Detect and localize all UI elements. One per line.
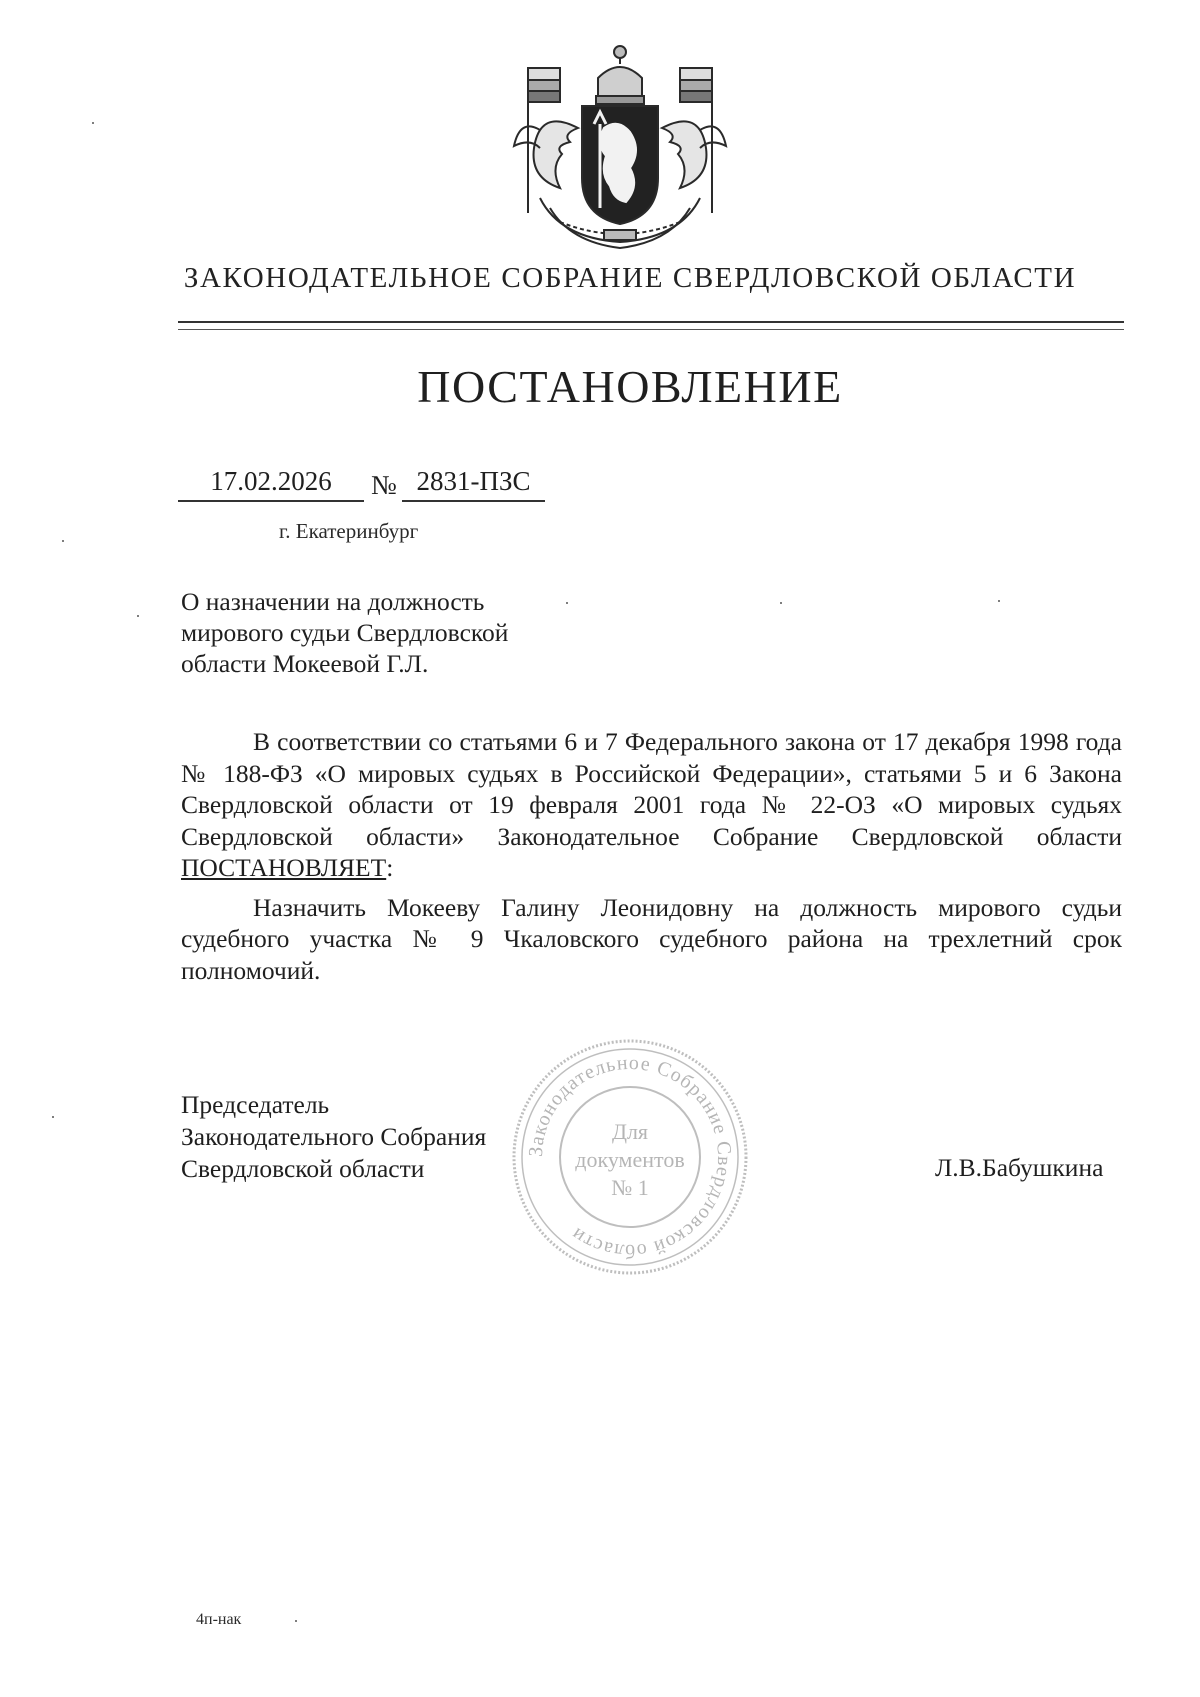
header-divider [178, 321, 1124, 330]
signer-position [181, 1089, 486, 1185]
resolves-punct: : [386, 853, 394, 882]
stamp-center-line: Для [611, 1119, 649, 1144]
document-date: 17.02.2026 [178, 465, 364, 502]
document-type-title: ПОСТАНОВЛЕНИЕ [417, 361, 843, 412]
scan-speck [62, 540, 64, 542]
scan-speck [780, 602, 782, 604]
scan-speck [566, 602, 568, 604]
scan-speck [137, 615, 139, 617]
organization-name: ЗАКОНОДАТЕЛЬНОЕ СОБРАНИЕ СВЕРДЛОВСКОЙ ОБЛАСТИ [183, 262, 1077, 294]
scan-speck [295, 1620, 297, 1622]
scan-speck [998, 600, 1000, 602]
official-stamp [508, 1035, 752, 1279]
stamp-ring-text: Законодательное Собрание Свердловской области [524, 1051, 736, 1263]
issue-city: г. Екатеринбург [279, 519, 419, 543]
coat-of-arms-icon [500, 38, 740, 258]
signer-position-line: Председатель [181, 1090, 330, 1119]
signer-position-line: Свердловской области [181, 1154, 425, 1183]
subject-line: области Мокеевой Г.Л. [181, 649, 429, 678]
scan-speck [92, 122, 94, 124]
resolves-word: ПОСТАНОВЛЯЕТ [181, 853, 387, 882]
signer-position-line: Законодательного Собрания [181, 1122, 487, 1151]
footer-code: 4п-нак [196, 1611, 242, 1628]
preamble-text: В соответствии со статьями 6 и 7 Федерального закона от 17 декабря 1998 года № 188-ФЗ «О мировых судьях в Российской Федерации», статьями 5 и 6 Закона Свердловской области от 19 февраля 2001 года № 22-ОЗ «О мировых судьях Свердловской области» Законодательное Собрание Свердловской области [181, 727, 1122, 851]
stamp-center-line: № 1 [611, 1175, 649, 1200]
number-sign: № [371, 470, 397, 500]
stamp-center-line: документов [575, 1147, 685, 1172]
document-body [181, 726, 1122, 994]
subject-line: мирового судьи Свердловской [181, 618, 509, 647]
preamble-paragraph [181, 726, 1122, 884]
document-number: 2831-ПЗС [402, 465, 545, 502]
signer-name: Л.В.Бабушкина [935, 1153, 1104, 1182]
subject-heading [181, 586, 601, 679]
subject-line: О назначении на должность [181, 587, 485, 616]
scan-speck [52, 1116, 54, 1118]
resolution-paragraph: Назначить Мокееву Галину Леонидовну на должность мирового судьи судебного участка № 9 Чкаловского судебного района на трехлетний срок полномочий. [181, 892, 1122, 985]
